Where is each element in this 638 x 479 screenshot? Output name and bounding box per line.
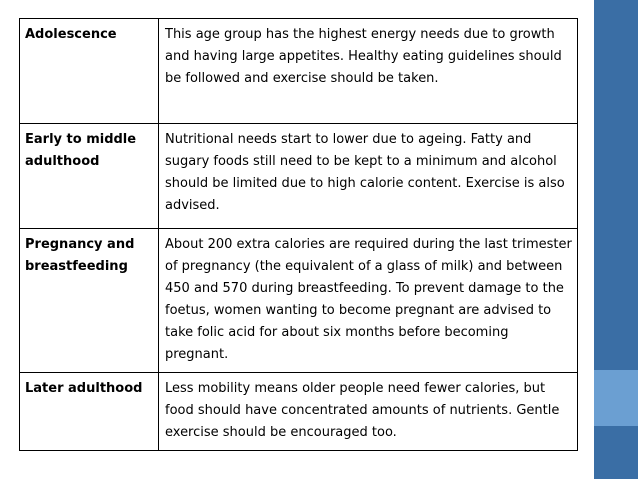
life-stage-cell: Pregnancy and breastfeeding (20, 229, 159, 373)
description-cell: This age group has the highest energy needs due to growth and having large appetites. Healthy eating guidelines should be followed and exercise should be taken. (159, 19, 578, 124)
table-row (20, 19, 578, 124)
table-row (20, 229, 578, 373)
table-row (20, 124, 578, 229)
table-row (20, 373, 578, 451)
life-stage-nutrition-table (19, 18, 578, 451)
life-stage-cell: Early to middle adulthood (20, 124, 159, 229)
description-cell: Nutritional needs start to lower due to ageing. Fatty and sugary foods still need to be kept to a minimum and alcohol should be limited due to high calorie content. Exercise is also advised. (159, 124, 578, 229)
life-stage-cell: Adolescence (20, 19, 159, 124)
description-cell: Less mobility means older people need fewer calories, but food should have concentrated amounts of nutrients. Gentle exercise should be encouraged too. (159, 373, 578, 451)
life-stage-cell: Later adulthood (20, 373, 159, 451)
decorative-side-block (594, 370, 638, 426)
description-cell: About 200 extra calories are required during the last trimester of pregnancy (the equivalent of a glass of milk) and between 450 and 570 during breastfeeding. To prevent damage to the foetus, women wanting to become pregnant are advised to take folic acid for about six months before becoming pregnant. (159, 229, 578, 373)
